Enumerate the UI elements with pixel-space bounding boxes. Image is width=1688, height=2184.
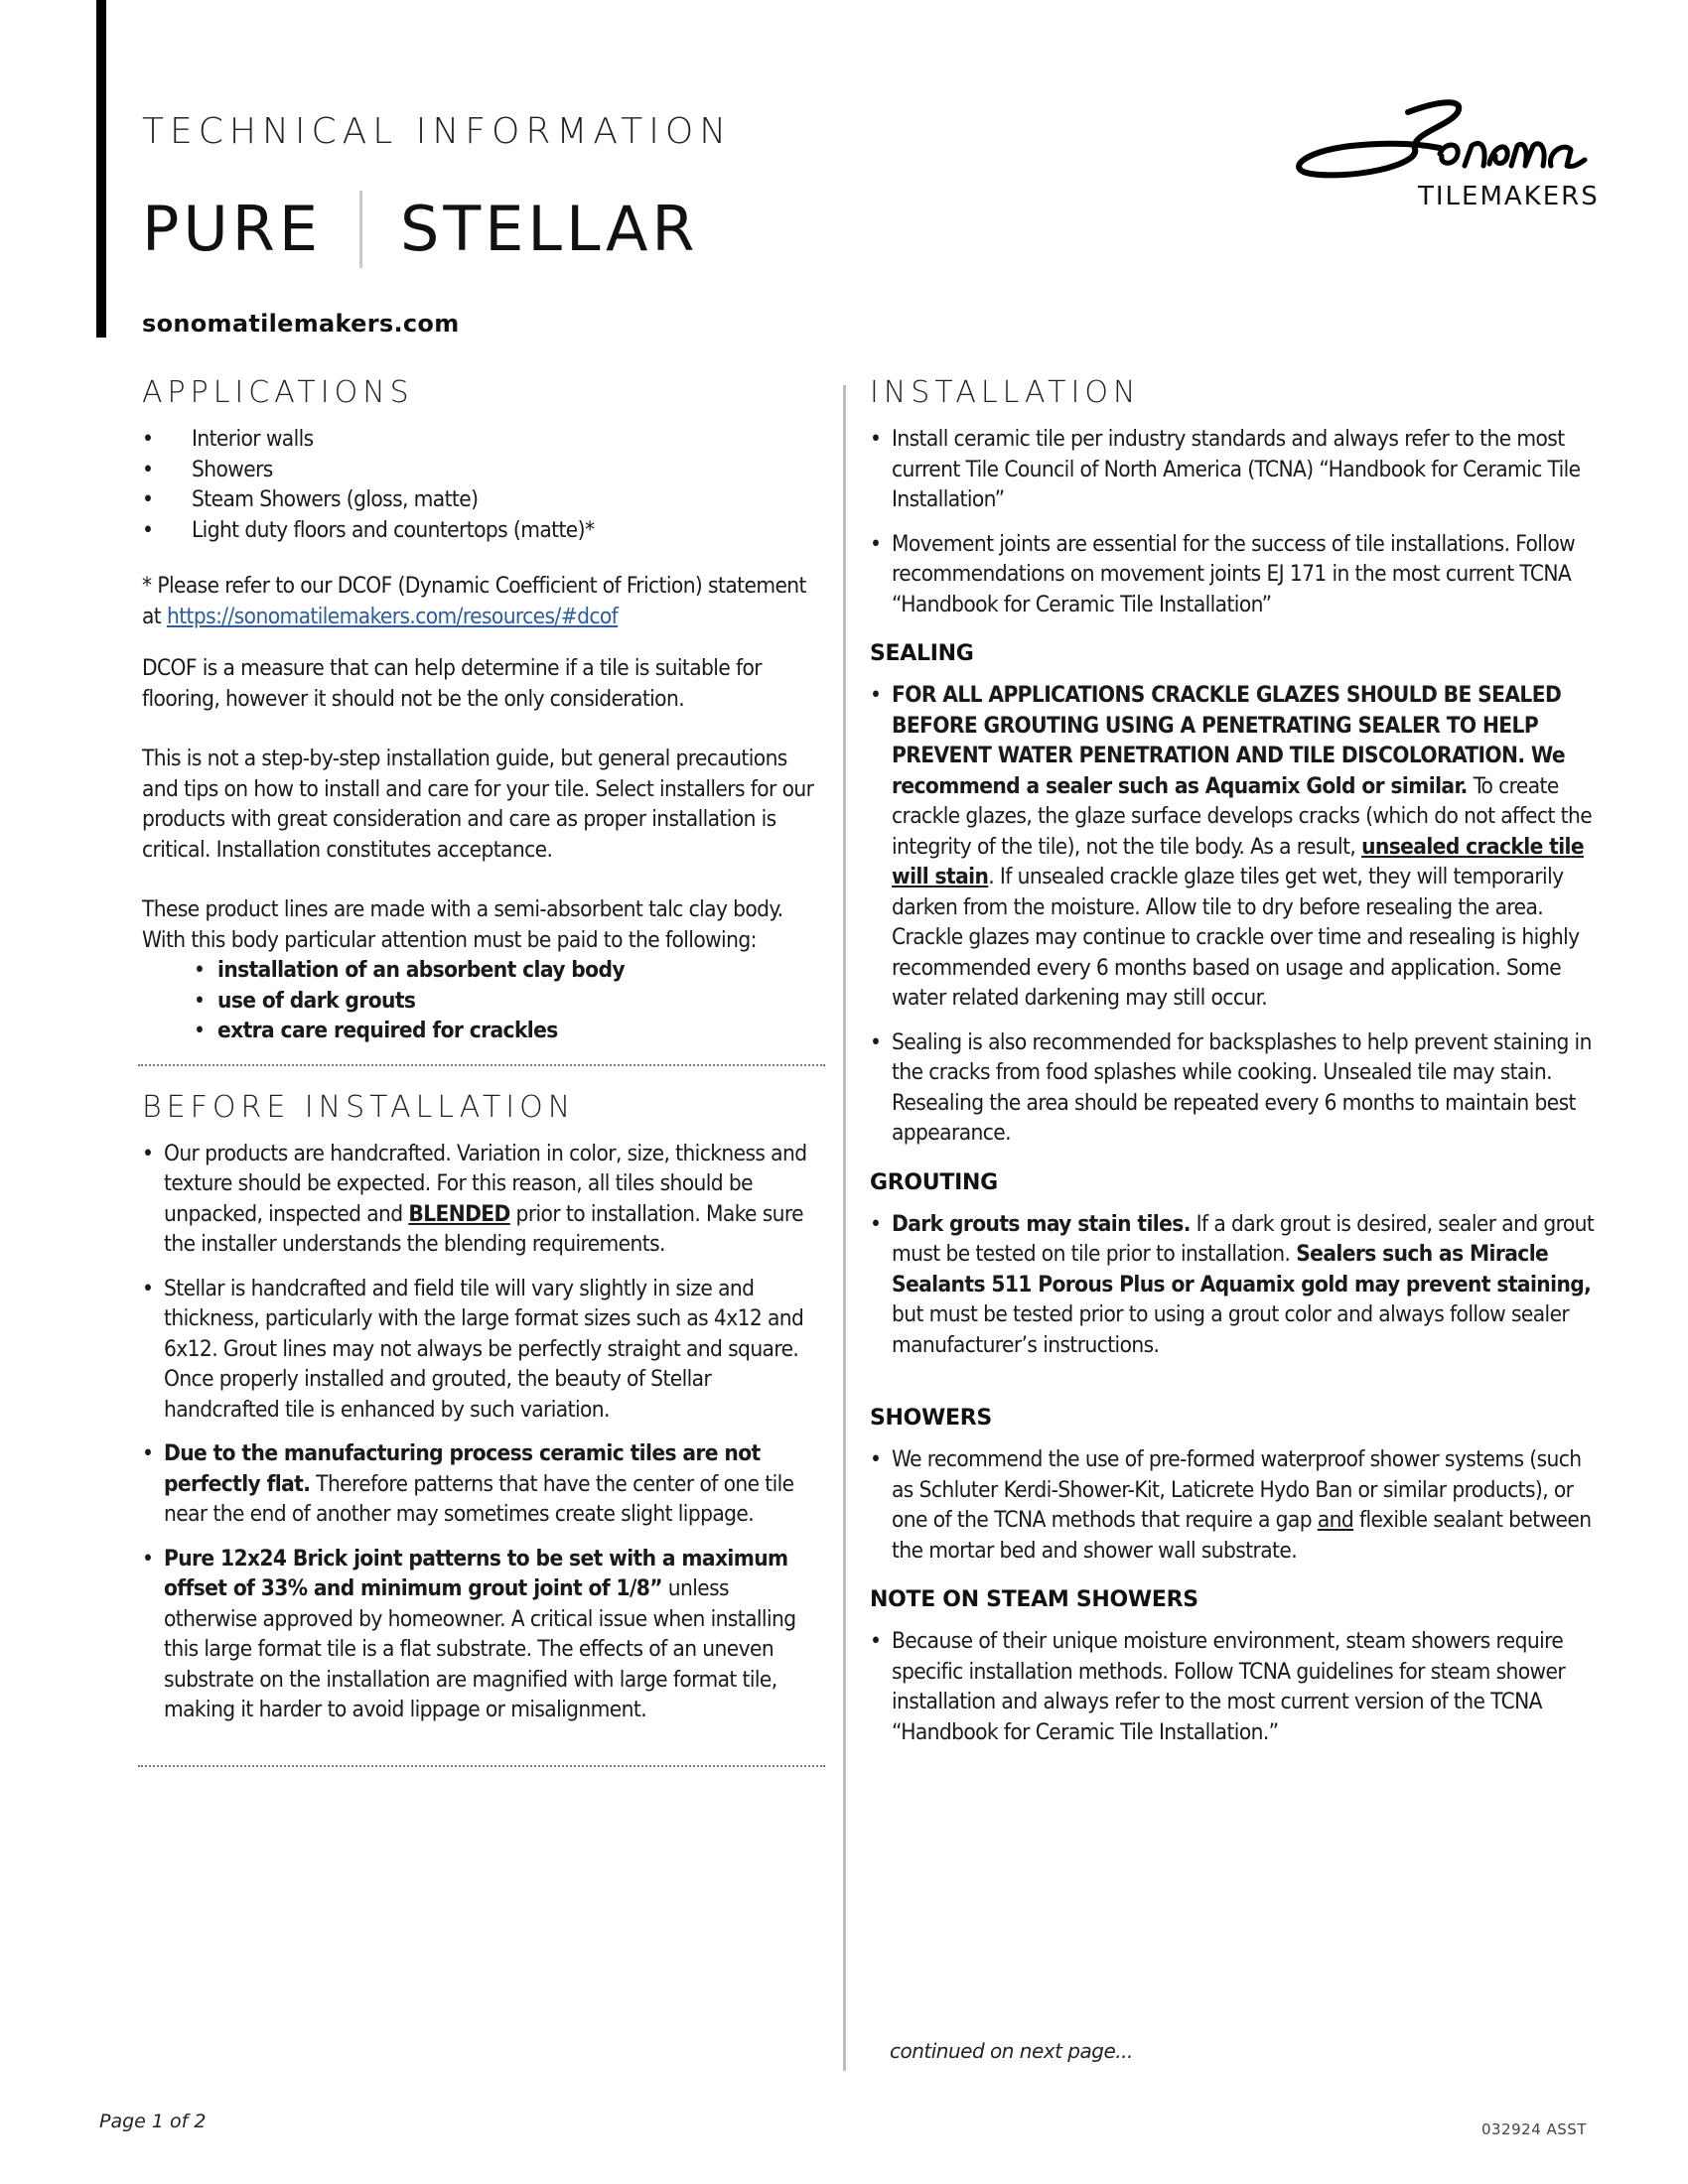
bullet-icon: •	[142, 486, 154, 512]
list-item: • FOR ALL APPLICATIONS CRACKLE GLAZES SHOULD BE SEALED BEFORE GROUTING USING A PENETRATING SEALER TO HELP PREVENT WATER PENETRATION AND TILE DISCOLORATION. We recommend a sealer such as Aquamix Gold or similar. To create crackle glazes, the glaze surface develops cracks (which do not affect the integrity of the tile), not the tile body. As a result, unsealed crackle tile will stain. If unsealed crackle glaze tiles get wet, they will temporarily darken from the moisture. Allow tile to dry before resealing the area. Crackle glazes may continue to crackle over time and resealing is highly recommended every 6 months based on usage and application. Some water related darkening may still occur.	[870, 680, 1595, 1014]
list-item: • Our products are handcrafted. Variation in color, size, thickness and texture should be expected. For this reason, all tiles should be unpacked, inspected and BLENDED prior to installation. Make sure the installer understands the blending requirements.	[142, 1139, 827, 1260]
list-item: • installation of an absorbent clay body	[194, 955, 827, 986]
title-separator	[359, 191, 362, 268]
bullet-icon: •	[194, 957, 206, 983]
steam-showers-section	[870, 1587, 1595, 1747]
list-item: • Pure 12x24 Brick joint patterns to be set with a maximum offset of 33% and minimum grout joint of 1/8” unless otherwise approved by homeowner. A critical issue when installing this large format tile is a flat substrate. The effects of an uneven substrate on the installation are magnified with large format tile, making it harder to avoid lippage or misalignment.	[142, 1544, 827, 1725]
installation-heading: INSTALLATION	[870, 375, 1141, 410]
bullet-icon: •	[142, 1140, 154, 1166]
and-emphasis: and	[1317, 1507, 1354, 1533]
bullet-icon: •	[870, 1210, 882, 1237]
list-item: • Steam Showers (gloss, matte)	[142, 484, 827, 515]
logo-wordmark: TILEMAKERS	[1418, 182, 1600, 211]
blended-emphasis: BLENDED	[408, 1200, 510, 1227]
dcof-link[interactable]: https://sonomatilemakers.com/resources/#dcof	[166, 603, 619, 629]
sonoma-script-icon	[1291, 94, 1599, 189]
dcof-description: DCOF is a measure that can help determine if a tile is suitable for flooring, however it should not be the only consideration.	[142, 655, 763, 712]
bullet-icon: •	[142, 516, 154, 543]
steam-showers-heading: NOTE ON STEAM SHOWERS	[870, 1587, 1198, 1612]
title-pure: PURE	[142, 193, 323, 265]
list-item: • Due to the manufacturing process ceramic tiles are not perfectly flat. Therefore patterns that have the center of one tile near the end of another may sometimes create slight lippage.	[142, 1438, 827, 1530]
right-column	[870, 375, 1595, 1761]
list-item: • We recommend the use of pre-formed waterproof shower systems (such as Schluter Kerdi-Shower-Kit, Laticrete Hydo Ban or similar products), or one of the TCNA methods that require a gap and flexible sealant between the mortar bed and shower wall substrate.	[870, 1444, 1595, 1566]
bullet-icon: •	[870, 426, 882, 452]
website-url[interactable]: sonomatilemakers.com	[142, 310, 460, 338]
page-title	[142, 191, 698, 268]
list-item: • use of dark grouts	[194, 986, 827, 1017]
showers-section	[870, 1406, 1595, 1566]
applications-heading: APPLICATIONS	[142, 375, 414, 410]
bullet-icon: •	[870, 1446, 882, 1472]
sonoma-tilemakers-logo	[1291, 94, 1599, 213]
bullet-icon: •	[194, 987, 206, 1014]
bullet-icon: •	[142, 1545, 154, 1571]
header-accent-bar	[96, 0, 106, 338]
list-item: • Stellar is handcrafted and field tile will vary slightly in size and thickness, particularly with the large format sizes such as 4x12 and 6x12. Grout lines may not always be perfectly straight and square. Once properly installed and grouted, the beauty of Stellar handcrafted tile is enhanced by such variation.	[142, 1274, 827, 1426]
bullet-icon: •	[870, 1028, 882, 1055]
applications-section	[142, 375, 827, 1046]
guide-disclaimer: This is not a step-by-step installation guide, but general precautions and tips on how to install and care for your tile. Select installers for our products with great consideration and care as proper installation is critical. Installation constitutes acceptance.	[142, 746, 814, 863]
list-item: • Because of their unique moisture environment, steam showers require specific installation methods. Follow TCNA guidelines for steam shower installation and always refer to the most current version of the TCNA “Handbook for Ceramic Tile Installation.”	[870, 1626, 1595, 1747]
bullet-icon: •	[870, 682, 882, 708]
list-item: • Install ceramic tile per industry standards and always refer to the most current Tile Council of North America (TCNA) “Handbook for Ceramic Tile Installation”	[870, 424, 1595, 515]
bullet-icon: •	[194, 1018, 206, 1043]
bullet-icon: •	[870, 1628, 882, 1654]
title-stellar: STELLAR	[400, 193, 699, 265]
document-code: 032924 ASST	[1481, 2120, 1587, 2138]
bullet-icon: •	[142, 1275, 154, 1301]
dotted-divider	[138, 1064, 825, 1066]
page-number: Page 1 of 2	[99, 2111, 207, 2132]
installation-section	[870, 375, 1595, 619]
stain-warning-emphasis: unsealed crackle tile will stain	[892, 833, 1585, 889]
list-item: • Movement joints are essential for the success of tile installations. Follow recommendations on movement joints EJ 171 in the most current TCNA “Handbook for Ceramic Tile Installation”	[870, 529, 1595, 620]
bullet-icon: •	[142, 456, 154, 482]
dcof-note: * Please refer to our DCOF (Dynamic Coefficient of Friction) statement at https://sonomatilemakers.com/resources/#dcof	[142, 573, 806, 629]
attention-list	[194, 955, 827, 1046]
list-item: • Interior walls	[142, 424, 827, 455]
sealing-section	[870, 641, 1595, 1149]
list-item: • Showers	[142, 455, 827, 485]
clay-body-note: These product lines are made with a semi-absorbent talc clay body. With this body particular attention must be paid to the following:	[142, 896, 783, 953]
list-item: • Light duty floors and countertops (matte)*	[142, 515, 827, 546]
list-item: • extra care required for crackles	[194, 1016, 827, 1046]
header-label: TECHNICAL INFORMATION	[142, 111, 733, 152]
sealing-heading: SEALING	[870, 641, 974, 666]
left-column	[142, 375, 827, 1791]
applications-list	[142, 424, 827, 545]
bullet-icon: •	[870, 530, 882, 557]
list-item: • Sealing is also recommended for backsplashes to help prevent staining in the cracks from food splashes while cooking. Unsealed tile may stain. Resealing the area should be repeated every 6 months to maintain best appearance.	[870, 1027, 1595, 1149]
before-installation-section	[142, 1090, 827, 1725]
grouting-section	[870, 1170, 1595, 1361]
grouting-heading: GROUTING	[870, 1169, 998, 1195]
column-divider	[843, 385, 846, 2071]
showers-heading: SHOWERS	[870, 1406, 992, 1431]
bullet-icon: •	[142, 426, 154, 452]
dotted-divider	[138, 1765, 825, 1767]
bullet-icon: •	[142, 1440, 154, 1466]
before-installation-heading: BEFORE INSTALLATION	[142, 1089, 576, 1125]
list-item: • Dark grouts may stain tiles. If a dark grout is desired, sealer and grout must be tested on tile prior to installation. Sealers such as Miracle Sealants 511 Porous Plus or Aquamix gold may prevent staining, but must be tested prior to using a grout color and always follow sealer manufacturer’s instructions.	[870, 1209, 1595, 1361]
continued-note: continued on next page...	[890, 2039, 1133, 2063]
